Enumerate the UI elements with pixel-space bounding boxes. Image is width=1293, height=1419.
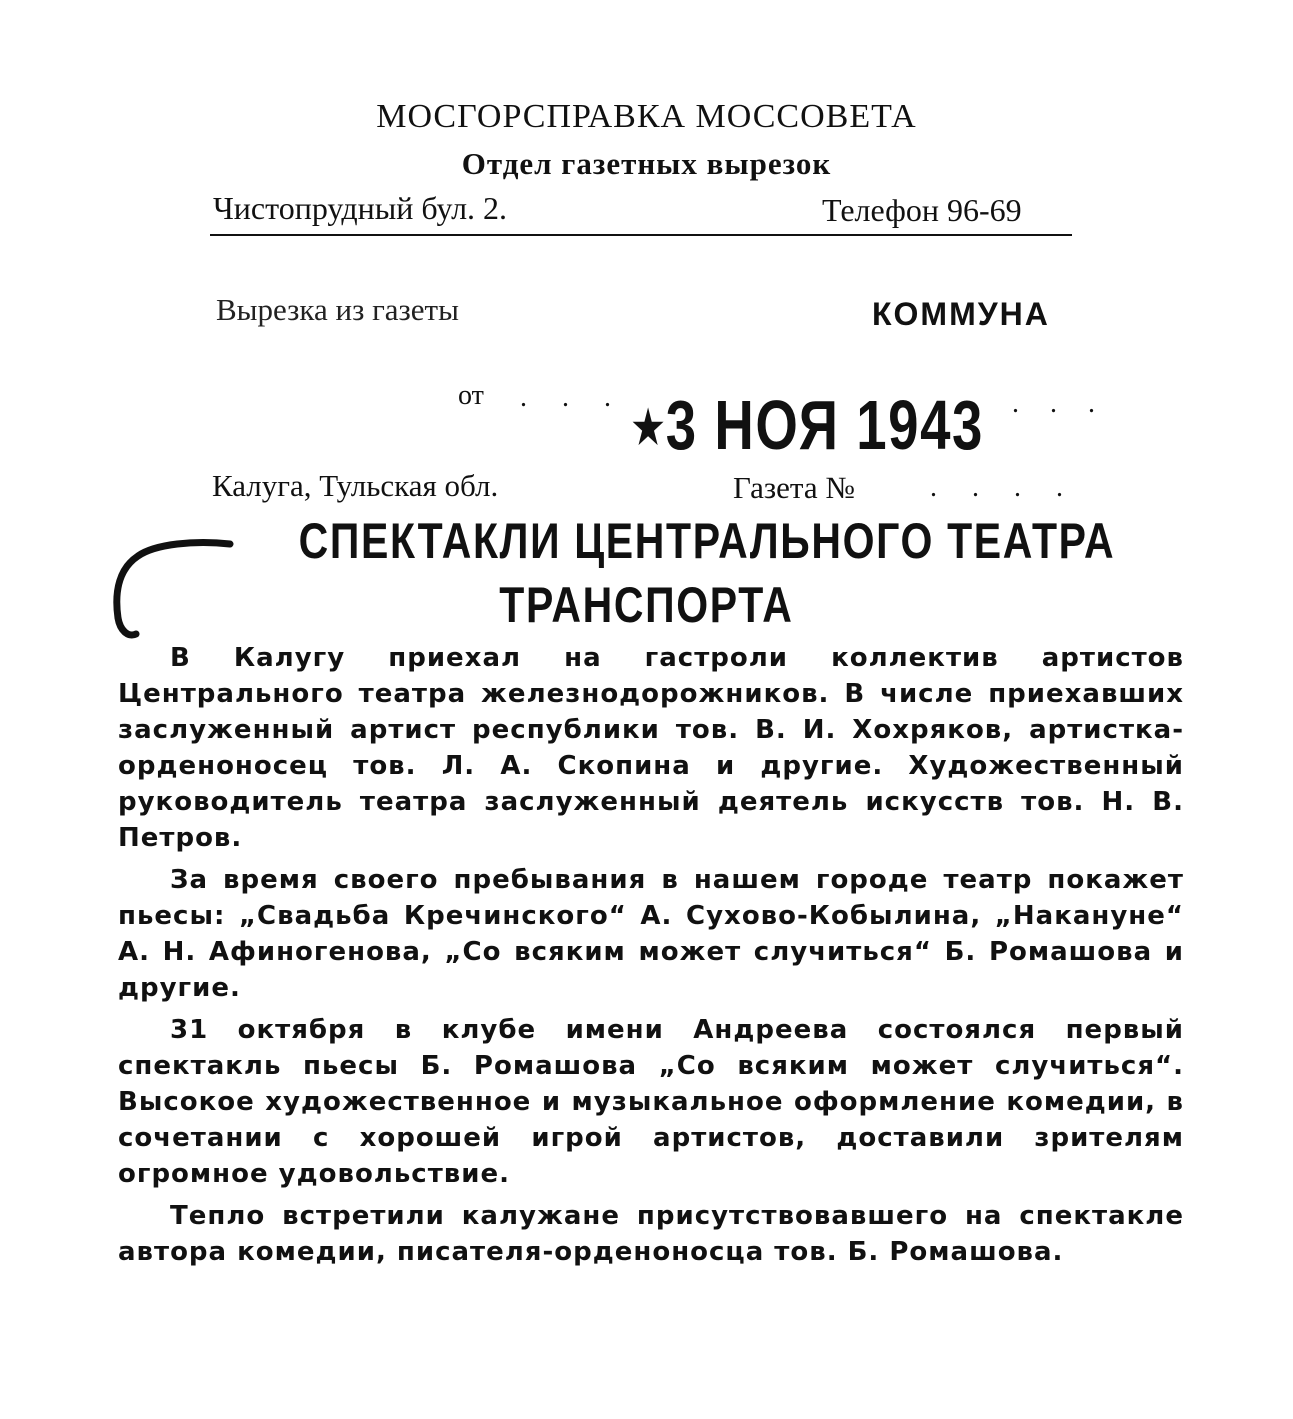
- department-name: Отдел газетных вырезок: [461, 146, 832, 181]
- date-fill-dots: . . .: [520, 382, 625, 413]
- bureau-address: Чистопрудный бул. 2.: [213, 190, 508, 226]
- article-paragraph: За время своего пребывания в нашем городе театр покажет пьесы: „Свадьба Кречинского“ А. Сухово-Кобылина, „Накануне“ А. Н. Афиногенова, „Со всяким может случиться“ Б. Ромашова и другие.: [118, 865, 1184, 1003]
- article-paragraph: В Калугу приехал на гастроли коллектив артистов Центрального театра железнодорожников. В числе приехавших заслуженный артист республики тов. В. И. Хохряков, артистка-орденоносец тов. Л. А. Скопина и другие. Художественный руководитель театра заслуженный деятель искусств тов. Н. В. Петров.: [118, 643, 1184, 853]
- article-paragraph: Тепло встретили калужане присутствовавшего на спектакле автора комедии, писателя-орденоносца тов. Б. Ромашова.: [118, 1201, 1184, 1267]
- date-stamp-text: 3 НОЯ 1943: [665, 386, 984, 464]
- issue-fill-dots: . . . .: [930, 472, 1077, 503]
- newspaper-name: КОММУНА: [872, 296, 1050, 332]
- issue-label: Газета №: [733, 470, 855, 505]
- article-paragraph: 31 октября в клубе имени Андреева состоялся первый спектакль пьесы Б. Ромашова „Со всяким может случиться“. Высокое художественное и музыкальное оформление комедии, в сочетании с хорошей игрой артистов, доставили зрителям огромное удовольствие.: [118, 1015, 1184, 1189]
- date-label: от: [458, 380, 484, 411]
- article-title-line-2-text: ТРАНСПОРТА: [499, 577, 794, 633]
- clipping-label: Вырезка из газеты: [216, 292, 459, 327]
- article-title-line-1-text: СПЕКТАКЛИ ЦЕНТРАЛЬНОГО ТЕАТРА: [298, 513, 1115, 569]
- date-stamp: [632, 386, 984, 464]
- bureau-name: МОСГОРСПРАВКА МОССОВЕТА: [376, 98, 917, 135]
- article-body: [118, 640, 1184, 1276]
- header-divider: [210, 234, 1072, 236]
- star-icon: ★: [632, 401, 666, 453]
- article-title-line-1: [60, 512, 1293, 570]
- article-title-line-2: [0, 576, 1293, 634]
- stamp-trail-dots: . . .: [1012, 388, 1107, 419]
- bureau-phone: Телефон 96-69: [822, 192, 1022, 228]
- city-region: Калуга, Тульская обл.: [212, 468, 499, 503]
